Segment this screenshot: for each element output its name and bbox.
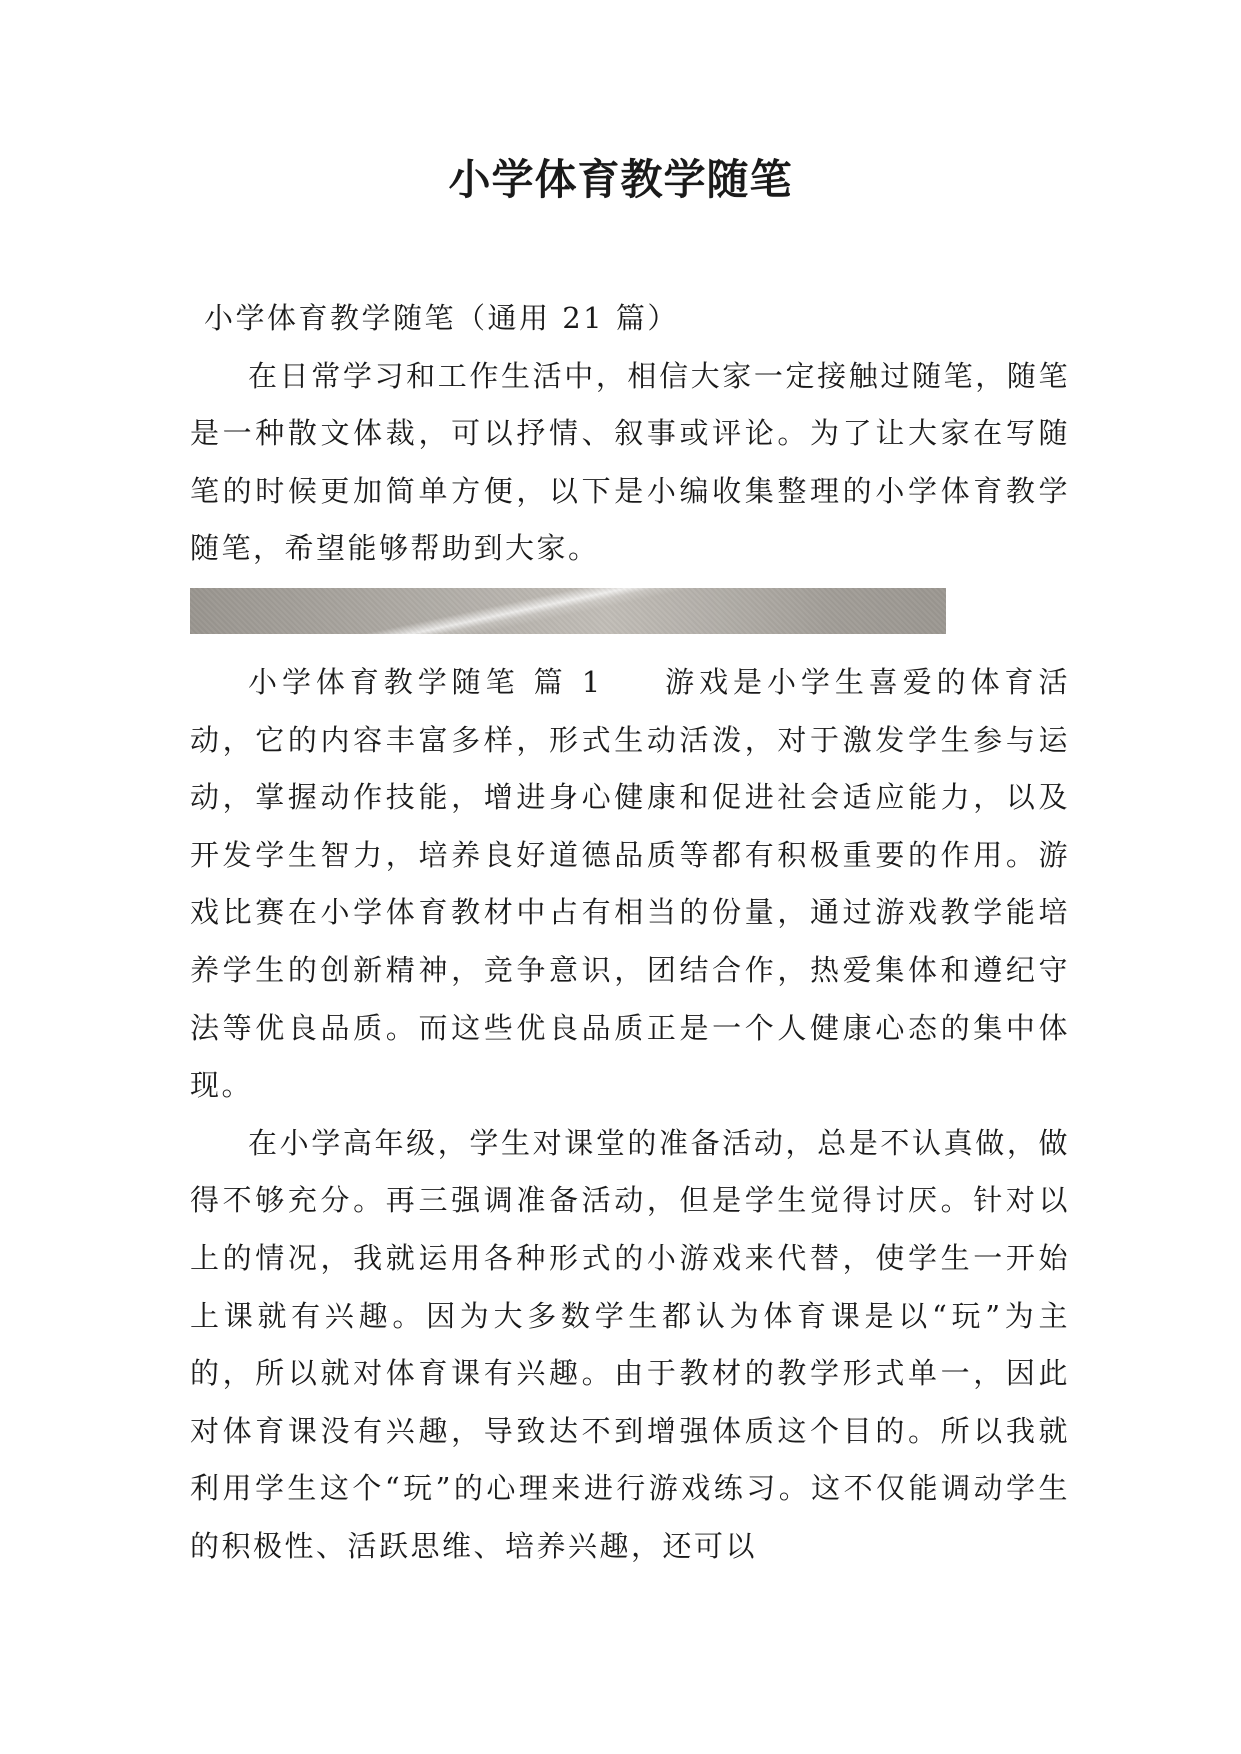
section-1-paragraph-1 [190,654,1070,1115]
section-1-paragraph-2: 在小学高年级，学生对课堂的准备活动，总是不认真做，做得不够充分。再三强调准备活动，但是学生觉得讨厌。针对以上的情况，我就运用各种形式的小游戏来代替，使学生一开始上课就有兴趣。因为大多数学生都认为体育课是以“玩”为主的，所以就对体育课有兴趣。由于教材的教学形式单一，因此对体育课没有兴趣，导致达不到增强体质这个目的。所以我就利用学生这个“玩”的心理来进行游戏练习。这不仅能调动学生的积极性、活跃思维、培养兴趣，还可以 [190,1125,1070,1563]
section-1-paragraph-1-text: 游戏是小学生喜爱的体育活动，它的内容丰富多样，形式生动活泼，对于激发学生参与运动，掌握动作技能，增进身心健康和促进社会适应能力，以及开发学生智力，培养良好道德品质等都有积极重要的作用。游戏比赛在小学体育教材中占有相当的份量，通过游戏教学能培养学生的创新精神，竞争意识，团结合作，热爱集体和遵纪守法等优良品质。而这些优良品质正是一个人健康心态的集中体现。 [190,664,1070,1103]
intro-paragraph: 在日常学习和工作生活中，相信大家一定接触过随笔，随笔是一种散文体裁，可以抒情、叙事或评论。为了让大家在写随笔的时候更加简单方便，以下是小编收集整理的小学体育教学随笔，希望能够帮助到大家。 [190,358,1070,566]
document-subtitle: 小学体育教学随笔（通用 21 篇） [204,301,679,335]
document-body [190,290,1070,1575]
decorative-banner-image [190,588,946,634]
section-1-heading: 小学体育教学随笔 篇 1 [248,664,603,699]
document-title: 小学体育教学随笔 [448,155,793,204]
